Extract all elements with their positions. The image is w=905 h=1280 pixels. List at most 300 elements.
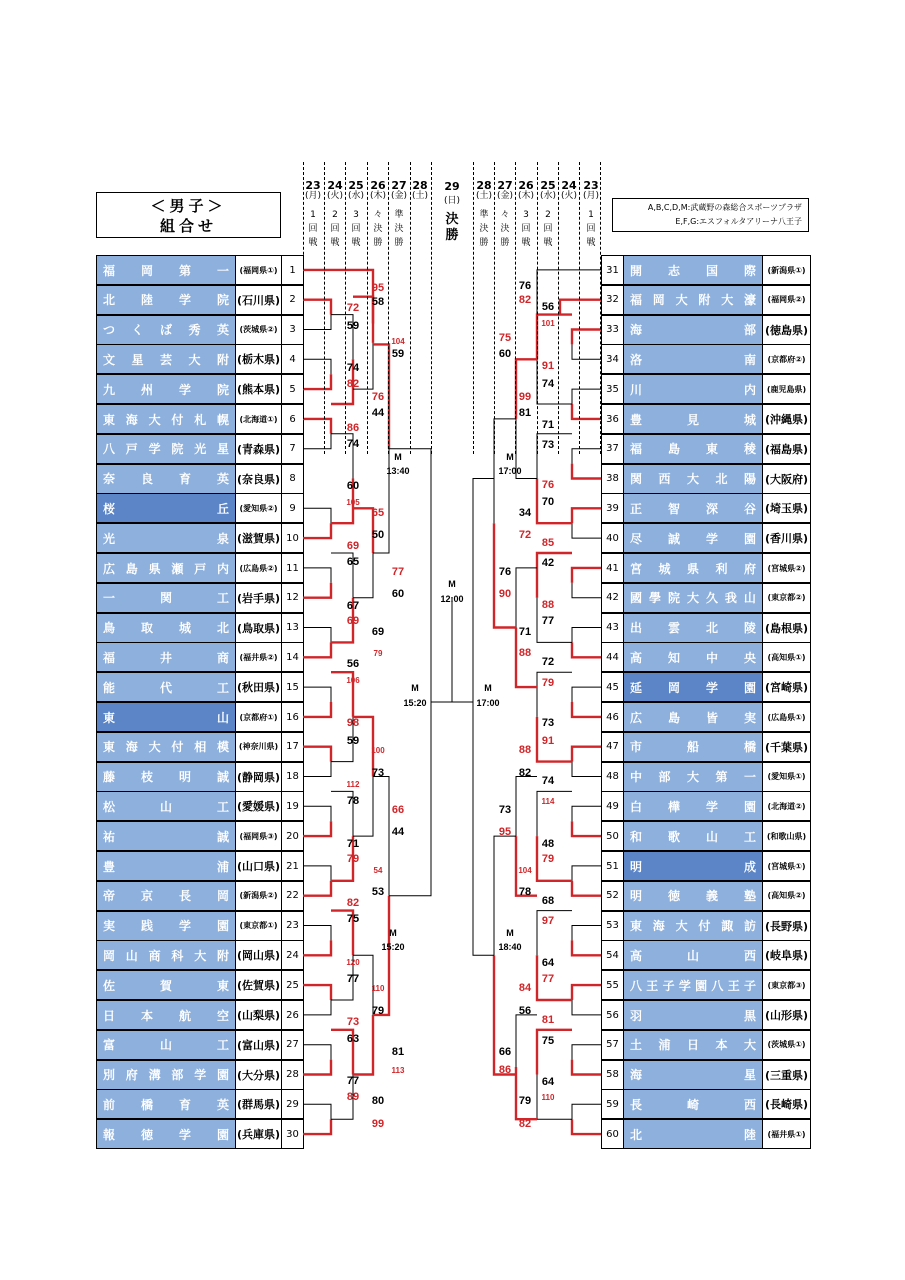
team-prefecture: (福岡県③) <box>235 822 282 850</box>
score-label: 89 <box>346 1091 360 1103</box>
score-label: 79 <box>373 649 383 658</box>
score-label: 78 <box>346 795 360 807</box>
score-label: 114 <box>541 797 555 806</box>
team-prefecture: (北海道①) <box>235 405 282 433</box>
winner-path <box>303 300 331 315</box>
team-prefecture: (佐賀県) <box>235 971 282 999</box>
team-prefecture: (和歌山県) <box>762 822 810 850</box>
winner-path <box>572 330 601 345</box>
score-label: 48 <box>541 838 555 850</box>
team-prefecture: (岐阜県) <box>762 941 810 969</box>
bracket-line <box>572 762 601 777</box>
bracket-line <box>516 1015 537 1067</box>
venue-line-1: A,B,C,D,M:武蔵野の森総合スポーツプラザ <box>647 203 802 212</box>
team-name: 高 山 西 <box>624 941 762 969</box>
team-seed-number: 10 <box>282 524 303 552</box>
score-label: 59 <box>346 735 360 747</box>
team-prefecture: (高知県②) <box>762 882 810 910</box>
score-label: 71 <box>346 838 360 850</box>
score-label: 77 <box>541 973 555 985</box>
team-name: 東 山 <box>97 703 235 731</box>
team-seed-number: 12 <box>282 584 303 612</box>
score-label: 95 <box>371 282 385 294</box>
winner-path <box>572 642 601 657</box>
team-seed-number: 47 <box>602 733 624 761</box>
team-seed-number: 21 <box>282 852 303 880</box>
team-name: 出 雲 北 陵 <box>624 614 762 642</box>
team-name: 岡 山 商 科 大 附 <box>97 941 235 969</box>
team-seed-number: 29 <box>282 1090 303 1118</box>
bracket-line <box>572 866 601 881</box>
bracket-line <box>473 479 494 703</box>
winner-path <box>373 896 389 1015</box>
team-name: 広 島 県 瀬 戸 内 <box>97 554 235 582</box>
team-seed-number: 6 <box>282 405 303 433</box>
team-prefecture: (岡山県) <box>235 941 282 969</box>
team-seed-number: 20 <box>282 822 303 850</box>
team-prefecture: (富山県) <box>235 1031 282 1059</box>
score-label: 85 <box>541 537 555 549</box>
score-label: 73 <box>371 767 385 779</box>
team-prefecture: (徳島県) <box>762 316 810 344</box>
schedule-weekday: (土) <box>411 191 429 201</box>
team-seed-number: 35 <box>602 375 624 403</box>
team-name: 北 陸 <box>624 1120 762 1148</box>
bracket-line <box>303 1045 331 1060</box>
team-prefecture: (岩手県) <box>235 584 282 612</box>
score-label: 74 <box>346 438 360 450</box>
score-label: 74 <box>541 378 555 390</box>
winner-path <box>572 1119 601 1134</box>
column-divider <box>303 162 304 454</box>
score-label: 63 <box>346 1033 360 1045</box>
team-prefecture: (新潟県②) <box>235 882 282 910</box>
schedule-day: 23 <box>305 179 321 192</box>
team-name: 佐 賀 東 <box>97 971 235 999</box>
team-prefecture: (千葉県) <box>762 733 810 761</box>
column-divider <box>579 162 580 454</box>
team-prefecture: (新潟県①) <box>762 256 810 284</box>
winner-path <box>572 464 601 479</box>
column-divider <box>345 162 346 454</box>
score-label: 72 <box>541 656 555 668</box>
bracket-line <box>516 568 537 628</box>
team-name: 松 山 工 <box>97 792 235 820</box>
score-label: 110 <box>371 984 385 993</box>
score-label: 76 <box>518 280 532 292</box>
bracket-line <box>572 1000 601 1015</box>
score-label: 77 <box>391 566 405 578</box>
score-label: 81 <box>518 407 532 419</box>
winner-path <box>572 747 601 762</box>
team-prefecture: (福岡県①) <box>235 256 282 284</box>
team-name: 中 部 大 第 一 <box>624 763 762 791</box>
score-label: 64 <box>541 1076 555 1088</box>
team-seed-number: 45 <box>602 673 624 701</box>
team-prefecture: (長崎県) <box>762 1090 810 1118</box>
team-seed-number: 43 <box>602 614 624 642</box>
score-label: 76 <box>498 566 512 578</box>
bracket-line <box>572 583 601 598</box>
team-name: 実 践 学 園 <box>97 912 235 940</box>
winner-path <box>303 985 331 1000</box>
team-seed-number: 13 <box>282 614 303 642</box>
score-label: 91 <box>541 735 555 747</box>
score-label: 72 <box>346 302 360 314</box>
team-name: 北 陸 学 院 <box>97 286 235 314</box>
score-label: 90 <box>498 588 512 600</box>
score-label: 71 <box>541 419 555 431</box>
column-divider <box>367 162 368 454</box>
final-date: 29 <box>444 180 460 193</box>
schedule-weekday: (水) <box>539 191 557 201</box>
team-name: 富 山 工 <box>97 1031 235 1059</box>
score-label: 70 <box>541 496 555 508</box>
team-name: 帝 京 長 岡 <box>97 882 235 910</box>
team-prefecture: (兵庫県) <box>235 1120 282 1148</box>
winner-path <box>572 508 601 523</box>
team-name: 九 州 学 院 <box>97 375 235 403</box>
team-prefecture: (群馬県) <box>235 1090 282 1118</box>
schedule-day: 25 <box>348 179 364 192</box>
team-name: 報 徳 学 園 <box>97 1120 235 1148</box>
team-seed-number: 48 <box>602 763 624 791</box>
team-name: 光 泉 <box>97 524 235 552</box>
team-name: 桜 丘 <box>97 494 235 522</box>
team-prefecture: (北海道②) <box>762 792 810 820</box>
team-prefecture: (東京都①) <box>235 912 282 940</box>
team-prefecture: (福井県①) <box>762 1120 810 1148</box>
score-label: 66 <box>391 804 405 816</box>
score-label: 73 <box>541 439 555 451</box>
winner-path <box>303 702 331 717</box>
team-seed-number: 4 <box>282 345 303 373</box>
team-seed-number: 36 <box>602 405 624 433</box>
team-seed-number: 53 <box>602 912 624 940</box>
score-label: 79 <box>371 1005 385 1017</box>
column-divider <box>494 162 495 454</box>
match-label: 12:00 <box>440 594 464 604</box>
team-seed-number: 38 <box>602 465 624 493</box>
schedule-round: 々 決 勝 <box>500 210 510 248</box>
winner-path <box>572 821 601 836</box>
team-prefecture: (茨城県①) <box>762 1031 810 1059</box>
match-label: M <box>394 452 402 462</box>
team-prefecture: (長野県) <box>762 912 810 940</box>
venue-line-2: E,F,G:エスフォルタアリーナ八王子 <box>675 217 802 226</box>
team-seed-number: 42 <box>602 584 624 612</box>
score-label: 71 <box>518 626 532 638</box>
score-label: 76 <box>541 479 555 491</box>
score-label: 42 <box>541 557 555 569</box>
schedule-round: 準 決 勝 <box>479 210 489 248</box>
score-label: 82 <box>518 1118 532 1130</box>
score-label: 97 <box>541 915 555 927</box>
score-label: 79 <box>541 853 555 865</box>
schedule-weekday: (月) <box>304 191 322 201</box>
score-label: 88 <box>541 599 555 611</box>
team-seed-number: 31 <box>602 256 624 284</box>
score-label: 104 <box>518 866 532 875</box>
score-label: 69 <box>346 615 360 627</box>
team-seed-number: 37 <box>602 435 624 463</box>
score-label: 69 <box>371 626 385 638</box>
team-name: 奈 良 育 英 <box>97 465 235 493</box>
match-label: M <box>484 683 492 693</box>
bracket-line <box>572 344 601 359</box>
team-name: 藤 枝 明 誠 <box>97 763 235 791</box>
team-prefecture: (宮崎県) <box>762 673 810 701</box>
score-label: 77 <box>541 615 555 627</box>
team-name: 鳥 取 城 北 <box>97 614 235 642</box>
schedule-day: 25 <box>540 179 556 192</box>
score-label: 79 <box>518 1095 532 1107</box>
match-label: 15:20 <box>403 698 427 708</box>
score-label: 64 <box>541 957 555 969</box>
schedule-day: 26 <box>518 179 534 192</box>
team-seed-number: 33 <box>602 316 624 344</box>
team-name: 市 船 橋 <box>624 733 762 761</box>
schedule-weekday: (月) <box>582 191 600 201</box>
schedule-weekday: (木) <box>369 191 387 201</box>
team-prefecture: (島根県) <box>762 614 810 642</box>
bracket-line <box>303 628 331 643</box>
winner-path <box>303 1060 331 1075</box>
bracket-line <box>303 434 331 449</box>
team-prefecture: (広島県①) <box>762 703 810 731</box>
column-divider <box>558 162 559 454</box>
team-prefecture: (京都府①) <box>235 703 282 731</box>
bracket-line <box>303 508 331 523</box>
schedule-round: 1 回 戦 <box>586 210 596 248</box>
team-name: 洛 南 <box>624 345 762 373</box>
score-label: 65 <box>346 556 360 568</box>
score-label: 44 <box>391 826 405 838</box>
team-seed-number: 8 <box>282 465 303 493</box>
team-prefecture: (沖縄県) <box>762 405 810 433</box>
bracket-line <box>572 1104 601 1119</box>
schedule-round: 準 決 勝 <box>394 210 404 248</box>
team-prefecture: (山形県) <box>762 1001 810 1029</box>
schedule-day: 24 <box>327 179 343 192</box>
bracket-line <box>572 1045 601 1060</box>
score-label: 86 <box>346 422 360 434</box>
winner-path <box>303 419 331 434</box>
team-seed-number: 39 <box>602 494 624 522</box>
team-name: 八 王 子 学 園 八 王 子 <box>624 971 762 999</box>
score-label: 76 <box>371 391 385 403</box>
final-weekday: (日) <box>443 196 461 206</box>
bracket-line <box>303 762 331 777</box>
bracket-line <box>572 449 601 464</box>
winner-path <box>303 523 331 538</box>
match-label: M <box>389 928 397 938</box>
score-label: 60 <box>498 348 512 360</box>
team-name: 川 内 <box>624 375 762 403</box>
score-label: 120 <box>346 958 360 967</box>
score-label: 44 <box>371 407 385 419</box>
bracket-line <box>516 777 537 837</box>
score-label: 75 <box>541 1035 555 1047</box>
winner-path <box>303 374 331 389</box>
team-name: 東 海 大 付 札 幌 <box>97 405 235 433</box>
team-name: 日 本 航 空 <box>97 1001 235 1029</box>
team-prefecture: (宮城県①) <box>762 852 810 880</box>
team-seed-number: 24 <box>282 941 303 969</box>
team-prefecture: (福井県②) <box>235 643 282 671</box>
score-label: 110 <box>541 1093 555 1102</box>
team-prefecture: (高知県①) <box>762 643 810 671</box>
bracket-line <box>303 315 331 330</box>
team-seed-number: 1 <box>282 256 303 284</box>
team-seed-number: 40 <box>602 524 624 552</box>
score-label: 78 <box>518 886 532 898</box>
score-label: 82 <box>346 378 360 390</box>
team-prefecture: (東京都②) <box>762 584 810 612</box>
team-seed-number: 18 <box>282 763 303 791</box>
team-prefecture: (三重県) <box>762 1061 810 1089</box>
team-seed-number: 46 <box>602 703 624 731</box>
team-seed-number: 41 <box>602 554 624 582</box>
score-label: 54 <box>373 866 383 875</box>
team-seed-number: 5 <box>282 375 303 403</box>
team-name: 東 海 大 付 諏 訪 <box>624 912 762 940</box>
score-label: 50 <box>371 529 385 541</box>
team-name: 前 橋 育 英 <box>97 1090 235 1118</box>
column-divider <box>324 162 325 454</box>
score-label: 69 <box>346 540 360 552</box>
score-label: 74 <box>541 775 555 787</box>
team-name: 開 志 国 際 <box>624 256 762 284</box>
team-name: 文 星 芸 大 附 <box>97 345 235 373</box>
bracket-line <box>572 628 601 643</box>
column-divider <box>515 162 516 454</box>
team-name: 福 岡 第 一 <box>97 256 235 284</box>
winner-path <box>303 881 331 896</box>
score-label: 34 <box>518 507 532 519</box>
score-label: 84 <box>518 982 532 994</box>
team-prefecture: (鳥取県) <box>235 614 282 642</box>
team-name: 正 智 深 谷 <box>624 494 762 522</box>
team-name: 海 星 <box>624 1061 762 1089</box>
team-name: 延 岡 学 園 <box>624 673 762 701</box>
team-name: 広 島 皆 実 <box>624 703 762 731</box>
column-divider <box>537 162 538 454</box>
team-seed-number: 50 <box>602 822 624 850</box>
team-prefecture: (広島県②) <box>235 554 282 582</box>
winner-path <box>303 940 331 955</box>
match-label: 18:40 <box>498 942 522 952</box>
team-seed-number: 23 <box>282 912 303 940</box>
bracket-line <box>303 687 331 702</box>
score-label: 79 <box>541 677 555 689</box>
team-seed-number: 17 <box>282 733 303 761</box>
bracket-line <box>572 687 601 702</box>
team-seed-number: 16 <box>282 703 303 731</box>
bracket-line <box>572 926 601 941</box>
winner-path <box>560 300 601 315</box>
winner-path <box>303 642 331 657</box>
score-label: 101 <box>541 319 555 328</box>
score-label: 75 <box>346 913 360 925</box>
score-label: 68 <box>541 895 555 907</box>
column-divider <box>600 162 601 454</box>
team-seed-number: 49 <box>602 792 624 820</box>
team-name: 関 西 大 北 陽 <box>624 465 762 493</box>
team-name: 能 代 工 <box>97 673 235 701</box>
team-name: 福 井 商 <box>97 643 235 671</box>
schedule-round: 3 回 戦 <box>351 210 361 248</box>
team-seed-number: 19 <box>282 792 303 820</box>
score-label: 77 <box>346 973 360 985</box>
team-name: 別 府 溝 部 学 園 <box>97 1061 235 1089</box>
team-prefecture: (鹿児島県) <box>762 375 810 403</box>
team-name: 宮 城 県 利 府 <box>624 554 762 582</box>
team-seed-number: 54 <box>602 941 624 969</box>
match-label: 15:20 <box>381 942 405 952</box>
team-prefecture: (静岡県) <box>235 763 282 791</box>
schedule-day: 28 <box>476 179 492 192</box>
schedule-round: 1 回 戦 <box>308 210 318 248</box>
score-label: 59 <box>391 348 405 360</box>
schedule-day: 23 <box>583 179 599 192</box>
match-label: M <box>448 579 456 589</box>
bracket-line <box>572 523 601 538</box>
score-label: 74 <box>346 362 360 374</box>
bracket-line <box>473 702 494 955</box>
score-label: 99 <box>371 1118 385 1130</box>
schedule-day: 24 <box>561 179 577 192</box>
match-label: M <box>506 928 514 938</box>
team-seed-number: 27 <box>282 1031 303 1059</box>
team-seed-number: 32 <box>602 286 624 314</box>
winner-path <box>572 1060 601 1075</box>
bracket-line <box>572 806 601 821</box>
team-seed-number: 34 <box>602 345 624 373</box>
team-name: 八 戸 学 院 光 星 <box>97 435 235 463</box>
score-label: 73 <box>541 717 555 729</box>
score-label: 106 <box>346 676 360 685</box>
team-seed-number: 44 <box>602 643 624 671</box>
team-seed-number: 26 <box>282 1001 303 1029</box>
score-label: 53 <box>371 886 385 898</box>
winner-path <box>572 702 601 717</box>
schedule-weekday: (金) <box>496 191 514 201</box>
score-label: 66 <box>498 1046 512 1058</box>
team-name: 尽 誠 学 園 <box>624 524 762 552</box>
score-label: 95 <box>498 826 512 838</box>
bracket-line <box>303 806 331 821</box>
winner-path <box>303 747 331 762</box>
column-divider <box>473 162 474 454</box>
team-prefecture: (大分県) <box>235 1061 282 1089</box>
schedule-day: 28 <box>412 179 428 192</box>
score-label: 82 <box>518 294 532 306</box>
bracket-line <box>303 1000 331 1015</box>
team-prefecture: (青森県) <box>235 435 282 463</box>
team-seed-number: 15 <box>282 673 303 701</box>
score-label: 60 <box>346 480 360 492</box>
team-prefecture: (大阪府) <box>762 465 810 493</box>
bracket-line <box>572 389 601 404</box>
winner-path <box>516 1067 537 1119</box>
score-label: 73 <box>346 1016 360 1028</box>
winner-path <box>572 940 601 955</box>
score-label: 88 <box>518 744 532 756</box>
team-name: 羽 黒 <box>624 1001 762 1029</box>
team-prefecture: (栃木県) <box>235 345 282 373</box>
schedule-round: 3 回 戦 <box>521 210 531 248</box>
